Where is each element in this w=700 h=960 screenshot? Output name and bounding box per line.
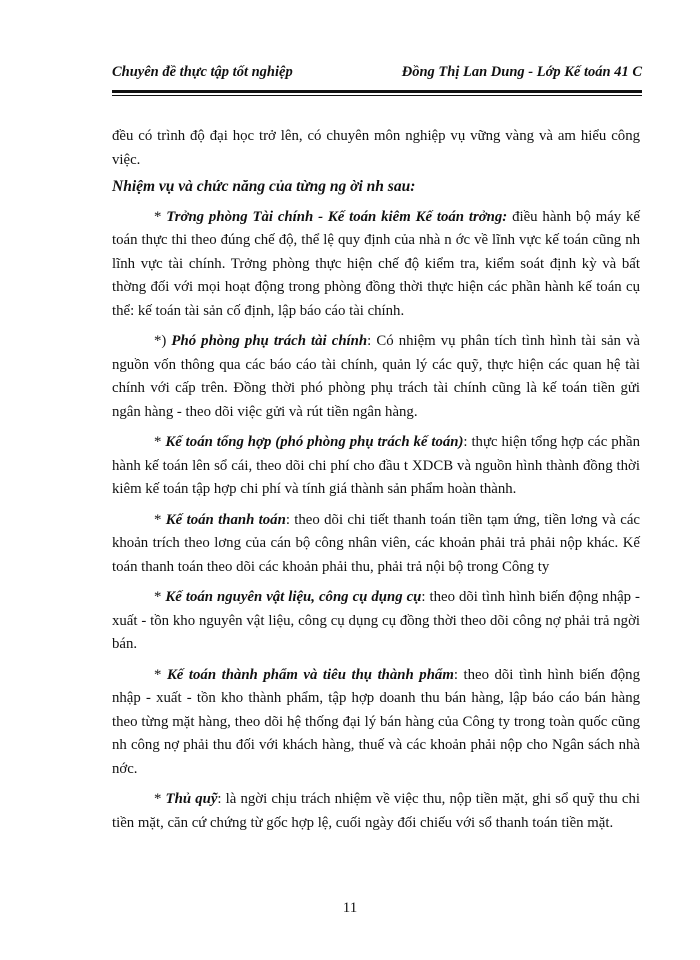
- bullet-prefix: *: [154, 434, 166, 450]
- role-term: Kế toán thanh toán: [165, 511, 286, 528]
- paragraph-text: : là ngời chịu trách nhiệm về việc thu, nộp tiền mặt, ghi sổ quỹ thu chi tiền mặt, căn cứ chứng từ gốc hợp lệ, cuối ngày đối chiếu với sổ thanh toán tiền mặt.: [112, 791, 640, 831]
- role-term: Kế toán tổng hợp (phó phòng phụ trách kế toán): [165, 434, 464, 450]
- paragraph-text: : theo dõi tình hình biến động nhập - xuất - tồn kho nguyên vật liệu, công cụ dụng cụ đồng thời theo dõi công nợ phải trả ngời bán.: [112, 589, 640, 652]
- paragraph-treasurer: [112, 788, 640, 835]
- page-number: 11: [342, 900, 358, 916]
- paragraph-text: điều hành bộ máy kế toán thực thi theo đúng chế độ, thể lệ quy định của nhà n ớc về lĩnh vực kế toán cũng nh lĩnh vực tài chính. Trởng phòng thực hiện chế độ kiểm tra, kiểm soát định kỳ và bất thờng đối với mọi hoạt động trong phòng đồng thời thực hiện các phần hành kế toán cụ thể: kế toán tài sản cố định, lập báo cáo tài chính.: [112, 208, 640, 319]
- bullet-prefix: *: [154, 666, 167, 683]
- document-body: [112, 125, 640, 842]
- bullet-prefix: *: [154, 791, 166, 807]
- paragraph-deputy-finance: [112, 330, 640, 424]
- role-term: Kế toán nguyên vật liệu, công cụ dụng cụ: [165, 589, 422, 605]
- header-author: Đồng Thị Lan Dung - Lớp Kế toán 41 C: [401, 64, 642, 80]
- paragraph-text: : Có nhiệm vụ phân tích tình hình tài sản và nguồn vốn thông qua các báo cáo tài chính, quản lý các quỹ, thực hiện các quan hệ tài chính với cấp trên. Đồng thời phó phòng phụ trách tài chính cũng là kế toán tiền gửi ngân hàng - theo dõi việc gửi và rút tiền ngân hàng.: [112, 333, 640, 420]
- bullet-prefix: *: [154, 208, 167, 225]
- section-heading: [112, 175, 640, 199]
- header-rule-thin: [112, 95, 642, 96]
- paragraph-text: : theo dõi tình hình biến động nhập - xuất - tồn kho thành phẩm, tập hợp doanh thu bán hàng, lập báo cáo bán hàng theo từng mặt hàng, theo dõi hệ thống đại lý bán hàng của Công ty trong toàn quốc cũng nh công nợ phải thu đối với khách hàng, thuế và các khoản phải nộp cho Ngân sách nhà nớc.: [112, 666, 640, 777]
- role-term: Phó phòng phụ trách tài chính: [171, 333, 368, 349]
- page-header: [112, 62, 642, 88]
- paragraph-products-accountant: [112, 664, 640, 782]
- paragraph-materials-accountant: [112, 586, 640, 657]
- paragraph-continuation: [112, 125, 640, 172]
- paragraph-chief-accountant: [112, 206, 640, 324]
- header-title: Chuyên đề thực tập tốt nghiệp: [112, 64, 293, 80]
- bullet-prefix: *: [154, 511, 166, 528]
- role-term: Thủ quỹ: [165, 791, 218, 807]
- paragraph-text: : thực hiện tổng hợp các phần hành kế toán lên sổ cái, theo dõi chi phí cho đầu t XDCB và nguồn hình thành đồng thời kiêm kế toán tập hợp chi phí và tính giá thành sản phẩm hoàn thành.: [112, 434, 640, 497]
- paragraph-text: đều có trình độ đại học trở lên, có chuyên môn nghiệp vụ vững vàng và am hiểu công việc.: [112, 128, 640, 168]
- role-term: Kế toán thành phẩm và tiêu thụ thành phẩm: [166, 666, 454, 683]
- heading-text: Nhiệm vụ và chức năng của từng ng ời nh sau:: [112, 178, 416, 195]
- role-term: Trởng phòng Tài chính - Kế toán kiêm Kế toán trởng:: [166, 208, 508, 225]
- paragraph-payment-accountant: [112, 509, 640, 580]
- paragraph-general-accountant: [112, 431, 640, 502]
- bullet-prefix: *: [154, 589, 166, 605]
- header-rule: [112, 90, 642, 93]
- bullet-prefix: *): [154, 333, 172, 349]
- paragraph-text: : theo dõi chi tiết thanh toán tiền tạm ứng, tiền lơng và các khoản trích theo lơng của cán bộ công nhân viên, các khoản phải trả phải nộp khác. Kế toán thanh toán theo dõi các khoản phải thu, phải trả nội bộ trong Công ty: [112, 511, 640, 575]
